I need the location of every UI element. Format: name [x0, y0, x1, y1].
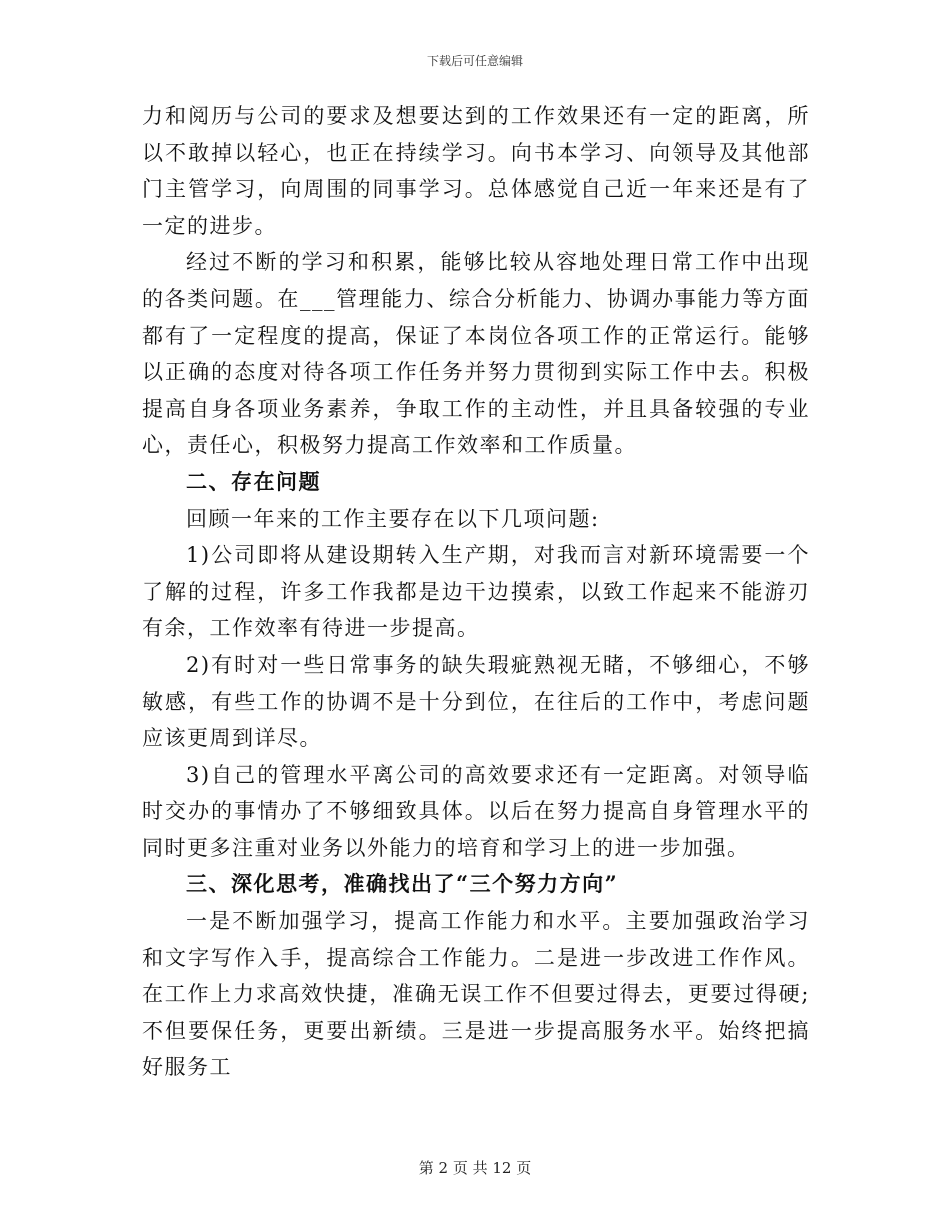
paragraph-problems-intro: 回顾一年来的工作主要存在以下几项问题:: [186, 506, 600, 531]
paragraph-continuation: 力和阅历与公司的要求及想要达到的工作效果还有一定的距离，所以不敢掉以轻心，也正在持续学习。向书本学习、向领导及其他部门主管学习，向周围的同事学习。总体感觉自己近一年来还是有了一定的进步。: [142, 104, 810, 238]
paragraph-directions: 一是不断加强学习，提高工作能力和水平。主要加强政治学习和文字写作入手，提高综合工作能力。二是进一步改进工作作风。在工作上力求高效快捷，准确无误工作不但要过得去，更要过得硬;不但要保任务，更要出新绩。三是进一步提高服务水平。始终把搞好服务工: [142, 909, 810, 1080]
document-body: [142, 98, 810, 1086]
section-heading-directions: 三、深化思考，准确找出了“三个努力方向”: [186, 871, 619, 897]
section-heading-problems: 二、存在问题: [186, 468, 321, 494]
page-header: 下载后可任意编辑: [426, 54, 523, 68]
paragraph-problem-2: 2)有时对一些日常事务的缺失瑕疵熟视无睹，不够细心，不够敏感，有些工作的协调不是十分到位，在往后的工作中，考虑问题应该更周到详尽。: [142, 652, 810, 751]
paragraph-learning-progress: 经过不断的学习和积累，能够比较从容地处理日常工作中出现的各类问题。在___管理能力、综合分析能力、协调办事能力等方面都有了一定程度的提高，保证了本岗位各项工作的正常运行。能够以正确的态度对待各项工作任务并努力贯彻到实际工作中去。积极提高自身各项业务素养，争取工作的主动性，并且具备较强的专业心，责任心，积极努力提高工作效率和工作质量。: [142, 250, 810, 458]
paragraph-problem-3: 3)自己的管理水平离公司的高效要求还有一定距离。对领导临时交办的事情办了不够细致具体。以后在努力提高自身管理水平的同时更多注重对业务以外能力的培育和学习上的进一步加强。: [142, 762, 810, 860]
paragraph-problem-1: 1)公司即将从建设期转入生产期，对我而言对新环境需要一个了解的过程，许多工作我都是边干边摸索，以致工作起来不能游刃有余，工作效率有待进一步提高。: [142, 543, 810, 641]
page-number-footer: 第 2 页 共 12 页: [418, 1159, 532, 1177]
